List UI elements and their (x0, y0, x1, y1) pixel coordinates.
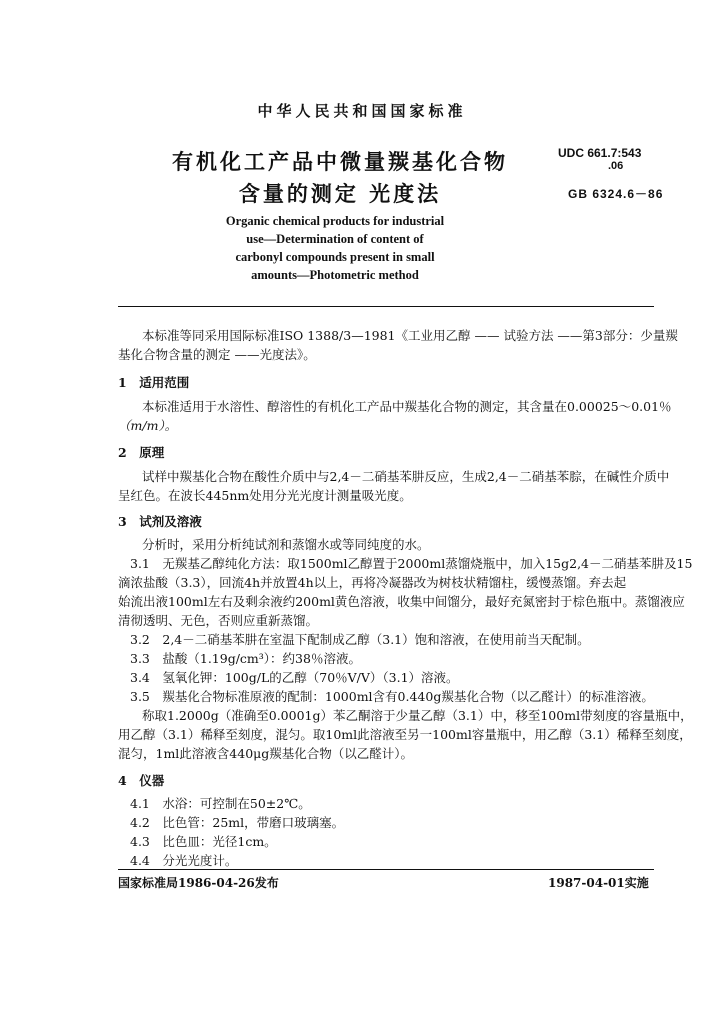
item-3-3: 3.3 盐酸（1.19g/cm³）：约38％溶液。 (130, 651, 361, 666)
item-3-1-line3: 始流出液100ml左右及剩余液约200ml黄色溶液，收集中间馏分，最好充氮密封于棕色瓶中。蒸馏液应 (118, 594, 685, 609)
item-3-5-line2: 称取1.2000g（准确至0.0001g）苯乙酮溶于少量乙醇（3.1）中，移至100ml带刻度的容量瓶中， (142, 708, 693, 723)
item-3-5-line3: 用乙醇（3.1）稀释至刻度，混匀。取10ml此溶液至另一100ml容量瓶中，用乙醇（3.1）稀释至刻度， (118, 727, 692, 742)
section-3-intro: 分析时，采用分析纯试剂和蒸馏水或等同纯度的水。 (142, 537, 430, 552)
title-cn-line2: 含量的测定 光度法 (238, 181, 442, 206)
item-4-2: 4.2 比色管：25ml，带磨口玻璃塞。 (130, 815, 345, 830)
section-2-line1: 试样中羰基化合物在酸性介质中与2,4－二硝基苯肼反应，生成2,4－二硝基苯腙，在碱性介质中 (142, 469, 670, 484)
section-2-line2: 呈红色。在波长445nm处用分光光度计测量吸光度。 (118, 488, 412, 503)
section-1-line2: （m/m）。 (118, 418, 178, 433)
item-3-1-line1: 3.1 无羰基乙醇纯化方法：取1500ml乙醇置于2000ml蒸馏烧瓶中，加入15g2,4－二硝基苯肼及15 (130, 556, 693, 571)
udc-code: UDC 661.7:543 (558, 146, 642, 160)
issue-date: 国家标准局1986-04-26发布 (118, 876, 279, 890)
item-3-1-line4: 清彻透明、无色，否则应重新蒸馏。 (118, 613, 319, 628)
item-3-5-line1: 3.5 羰基化合物标准原液的配制：1000ml含有0.440g羰基化合物（以乙醛计）的标准溶液。 (130, 689, 654, 704)
item-4-4: 4.4 分光光度计。 (130, 853, 238, 868)
section-1-title: 1 适用范围 (118, 375, 190, 390)
standard-header: 中华人民共和国国家标准 (257, 102, 467, 120)
udc-code-suffix: .06 (608, 160, 624, 172)
title-en-line2: use—Determination of content of (246, 232, 424, 246)
item-3-4: 3.4 氢氧化钾：100g/L的乙醇（70％V/V）（3.1）溶液。 (130, 670, 459, 685)
item-3-1-line2: 滴浓盐酸（3.3），回流4h并放置4h以上，再将冷凝器改为树枝状精馏柱，缓慢蒸馏。弃去起 (118, 575, 627, 590)
intro-line2: 基化合物含量的测定 ——光度法》。 (118, 347, 316, 362)
item-3-2: 3.2 2,4－二硝基苯肼在室温下配制成乙醇（3.1）饱和溶液，在使用前当天配制。 (130, 632, 590, 647)
intro-line1: 本标准等同采用国际标准ISO 1388/3—1981《工业用乙醇 —— 试验方法 ——第3部分：少量羰 (142, 328, 678, 343)
section-4-title: 4 仪器 (118, 773, 165, 788)
implementation-date: 1987-04-01实施 (548, 876, 649, 890)
header-rule (118, 306, 654, 307)
section-1-line1: 本标准适用于水溶性、醇溶性的有机化工产品中羰基化合物的测定，其含量在0.00025～0.01％ (142, 399, 672, 414)
footer-rule (118, 869, 654, 870)
item-4-1: 4.1 水浴：可控制在50±2℃。 (130, 796, 311, 811)
section-3-title: 3 试剂及溶液 (118, 514, 202, 529)
item-3-5-line4: 混匀，1ml此溶液含440μg羰基化合物（以乙醛计）。 (118, 746, 414, 761)
item-4-3: 4.3 比色皿：光径1cm。 (130, 834, 277, 849)
title-en-line1: Organic chemical products for industrial (225, 214, 445, 228)
title-en-line3: carbonyl compounds present in small (235, 250, 435, 264)
gb-code: GB 6324.6－86 (568, 187, 664, 201)
section-2-title: 2 原理 (118, 445, 165, 460)
title-cn-line1: 有机化工产品中微量羰基化合物 (172, 149, 508, 174)
title-en-line4: amounts—Photometric method (251, 268, 419, 282)
